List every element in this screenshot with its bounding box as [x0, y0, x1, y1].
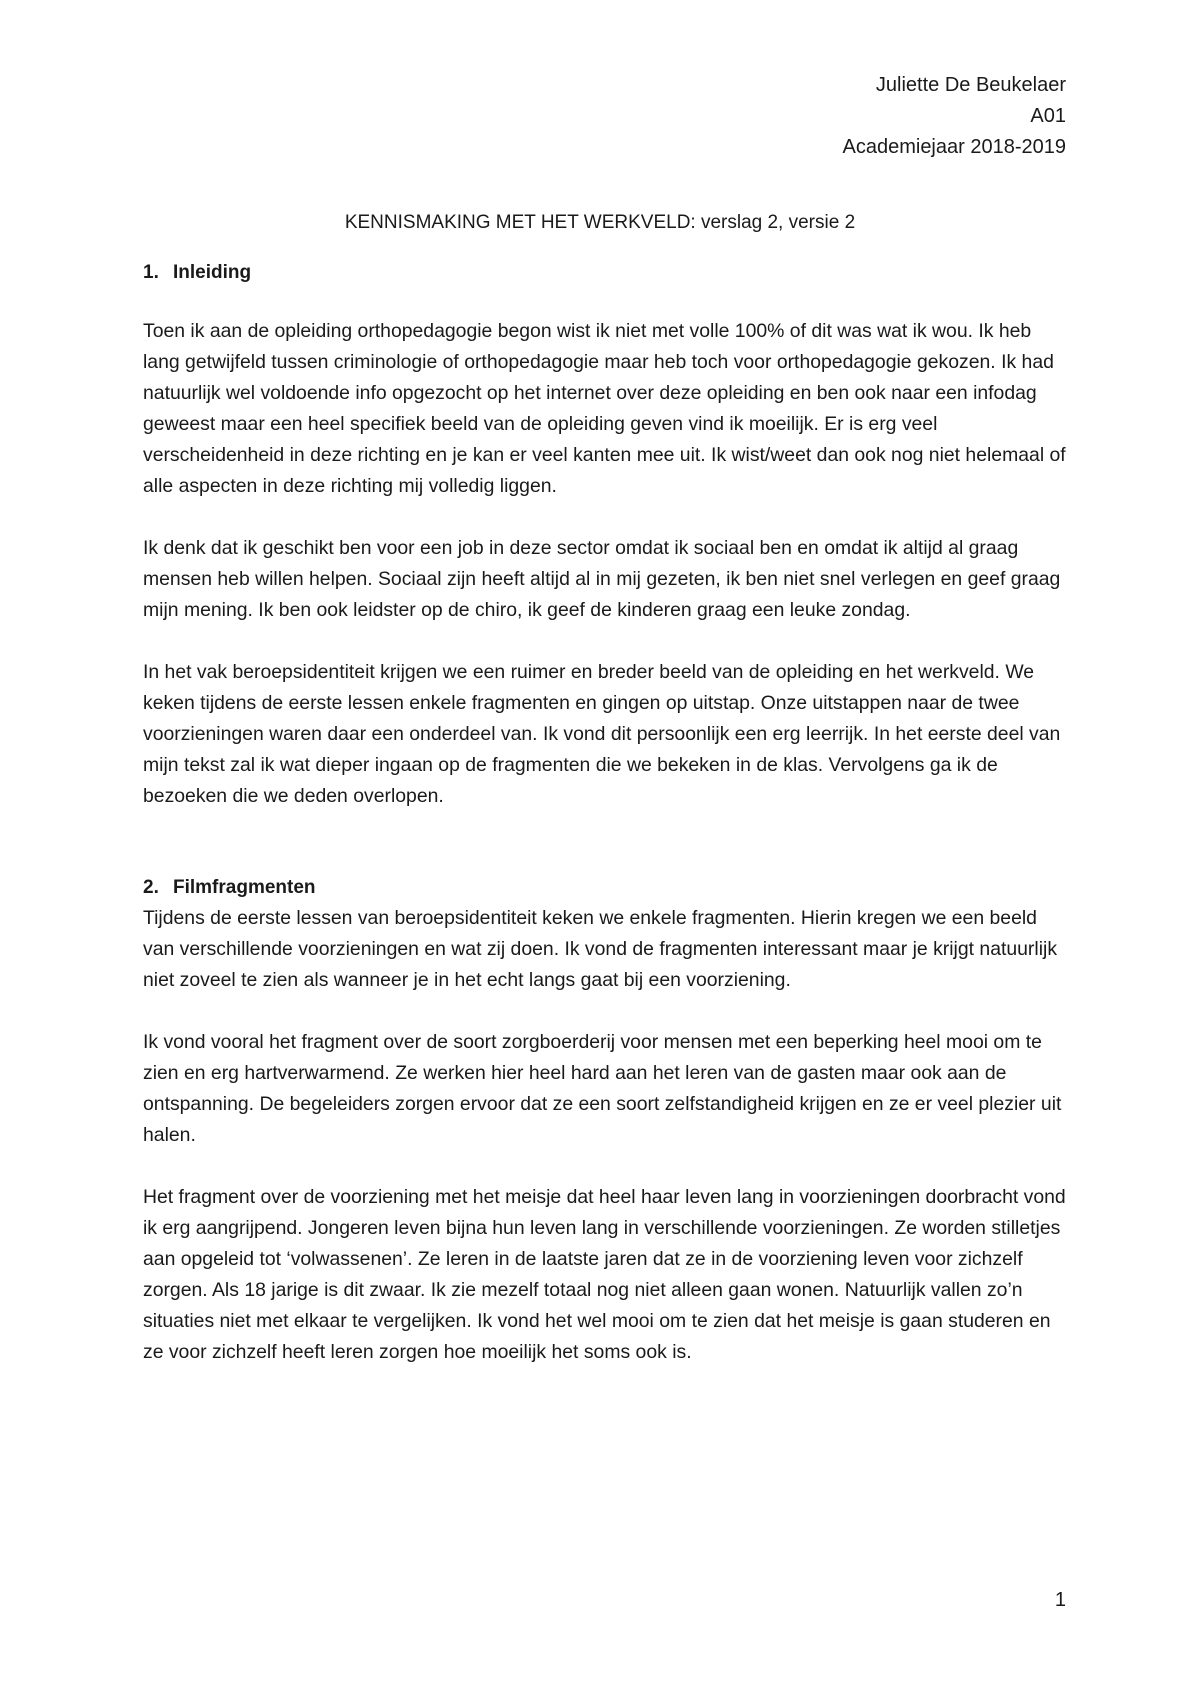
document-title: KENNISMAKING MET HET WERKVELD: verslag 2, versie 2 — [344, 212, 856, 233]
author-header — [843, 70, 1067, 163]
academic-year: Academiejaar 2018-2019 — [842, 136, 1066, 158]
page-number: 1 — [1054, 1589, 1066, 1611]
document-body — [143, 258, 1073, 1368]
author-name: Juliette De Beukelaer — [875, 74, 1066, 96]
section-number: 1. — [143, 262, 159, 283]
paragraph: Het fragment over de voorziening met het meisje dat heel haar leven lang in voorzieningen doorbracht vond ik erg aangrijpend. Jongeren leven bijna hun leven lang in verschillende voorzieningen. Ze worden stilletjes aan opgeleid tot ‘volwassenen’. Ze leren in de laatste jaren dat ze in de voorziening leven voor zichzelf zorgen. Als 18 jarige is dit zwaar. Ik zie mezelf totaal nog niet alleen gaan wonen. Natuurlijk vallen zo’n situaties niet met elkaar te vergelijken. Ik vond het wel mooi om te zien dat het meisje is gaan studeren en ze voor zichzelf heeft leren zorgen hoe moeilijk het soms ook is. — [143, 1186, 1066, 1363]
section-heading-filmfragmenten — [143, 873, 1073, 903]
paragraph: Ik vond vooral het fragment over de soort zorgboerderij voor mensen met een beperking heel mooi om te zien en erg hartverwarmend. Ze werken hier heel hard aan het leren van de gasten maar ook aan de ontspanning. De begeleiders zorgen ervoor dat ze een soort zelfstandigheid krijgen en ze er veel plezier uit halen. — [143, 1031, 1062, 1146]
section-title: Filmfragmenten — [173, 877, 316, 898]
paragraph: Tijdens de eerste lessen van beroepsidentiteit keken we enkele fragmenten. Hierin kregen we een beeld van verschillende voorzieningen en wat zij doen. Ik vond de fragmenten interessant maar je krijgt natuurlijk niet zoveel te zien als wanneer je in het echt langs gaat bij een voorziening. — [143, 907, 1058, 991]
paragraph: Toen ik aan de opleiding orthopedagogie begon wist ik niet met volle 100% of dit was wat ik wou. Ik heb lang getwijfeld tussen criminologie of orthopedagogie maar heb toch voor orthopedagogie gekozen. Ik had natuurlijk wel voldoende info opgezocht op het internet over deze opleiding en ben ook naar een infodag geweest maar een heel specifiek beeld van de opleiding geven vind ik moeilijk. Er is erg veel verscheidenheid in deze richting en je kan er veel kanten mee uit. Ik wist/weet dan ook nog niet helemaal of alle aspecten in deze richting mij volledig liggen. — [143, 320, 1066, 497]
section-number: 2. — [143, 877, 159, 898]
paragraph: Ik denk dat ik geschikt ben voor een job in deze sector omdat ik sociaal ben en omdat ik altijd al graag mensen heb willen helpen. Sociaal zijn heeft altijd al in mij gezeten, ik ben niet snel verlegen en geef graag mijn mening. Ik ben ook leidster op de chiro, ik geef de kinderen graag een leuke zondag. — [143, 537, 1061, 621]
section-title: Inleiding — [173, 262, 252, 283]
paragraph: In het vak beroepsidentiteit krijgen we een ruimer en breder beeld van de opleiding en het werkveld. We keken tijdens de eerste lessen enkele fragmenten en gingen op uitstap. Onze uitstappen naar de twee voorzieningen waren daar een onderdeel van. Ik vond dit persoonlijk een erg leerrijk. In het eerste deel van mijn tekst zal ik wat dieper ingaan op de fragmenten die we bekeken in de klas. Vervolgens ga ik de bezoeken die we deden overlopen. — [143, 661, 1061, 807]
section-heading-inleiding — [143, 258, 1073, 288]
class-code: A01 — [1030, 105, 1066, 127]
